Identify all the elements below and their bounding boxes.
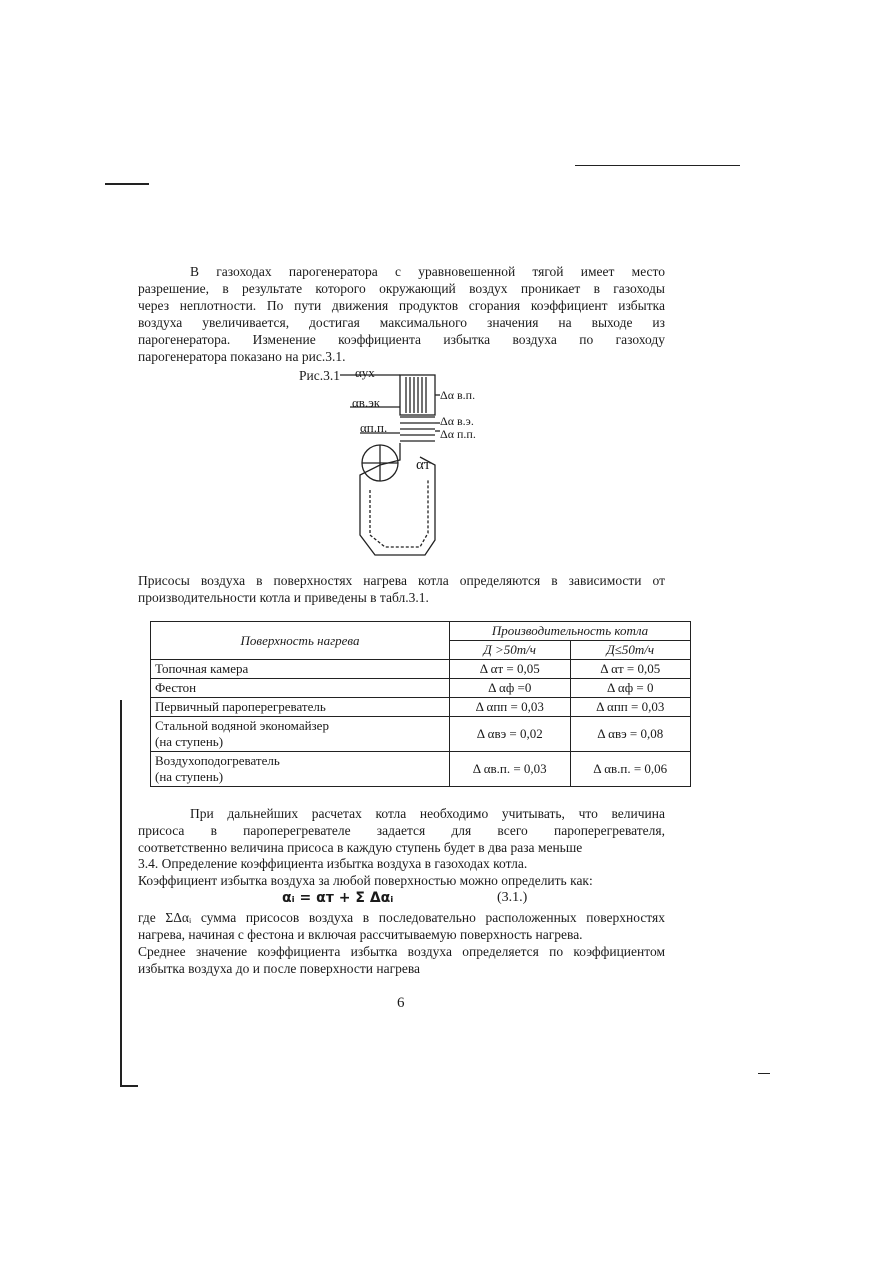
row-value-le50: Δ αв.п. = 0,06 [570,752,691,787]
scan-mark-bottom-left [120,1085,138,1087]
after-line-3: соответственно величина присоса в каждую ступень будет в два раза меньше [138,840,583,855]
after-line-2: присоса в пароперегревателе задается для всего пароперегревателя, [138,823,665,838]
label-d-vp: Δα в.п. [440,388,476,402]
table-row [151,717,691,752]
row-value-le50: Δ αф = 0 [570,679,691,698]
row-value-gt50: Δ αпп = 0,03 [450,698,571,717]
label-d-pp: Δα п.п. [440,427,476,441]
air-leakage-table [150,621,691,787]
sub-header-le50: Д≤50т/ч [570,641,691,660]
table-row [151,679,691,698]
where-line-3: Среднее значение коэффициента избытка воздуха определяется по коэффициентом [138,944,665,959]
col-header-surface: Поверхность нагрева [151,622,450,660]
sub-header-gt50: Д >50т/ч [450,641,571,660]
label-d-ve: Δα в.э. [440,414,474,428]
row-name-sub: (на ступень) [155,734,224,749]
row-value-gt50: Δ αв.п. = 0,03 [450,752,571,787]
row-value-le50: Δ αвэ = 0,08 [570,717,691,752]
intro-line-1: В газоходах парогенератора с уравновешенной тягой имеет место [190,264,665,279]
where-line-1: где ΣΔαᵢ сумма присосов воздуха в последовательно расположенных поверхностях [138,910,665,925]
scan-mark-top-left [105,183,149,185]
intro-line-2: разрешение, в результате которого окружающий воздух проникает в газоходы [138,281,665,296]
label-a-t: αт [416,457,431,473]
row-name: Фестон [151,679,450,698]
row-name: Первичный пароперегреватель [151,698,450,717]
page-number: 6 [397,995,405,1011]
row-value-le50: Δ αпп = 0,03 [570,698,691,717]
row-value-gt50: Δ αвэ = 0,02 [450,717,571,752]
formula-number: (3.1.) [497,890,528,905]
prisosy-line-1: Присосы воздуха в поверхностях нагрева котла определяются в зависимости от [138,573,665,588]
prisosy-line-2: производительности котла и приведены в табл.3.1. [138,590,429,605]
row-name [151,752,450,787]
table-row [151,660,691,679]
table-row [151,752,691,787]
row-name-sub: (на ступень) [155,769,224,784]
col-header-capacity: Производительность котла [450,622,691,641]
label-a-vek: αв.эк [352,395,381,410]
label-a-pp: αп.п. [360,420,388,435]
intro-line-4: воздуха увеличивается, достигая максимального значения на выходе из [138,315,665,330]
table-row [151,698,691,717]
row-name: Топочная камера [151,660,450,679]
scan-mark-top-right [575,165,740,166]
row-value-gt50: Δ αт = 0,05 [450,660,571,679]
after-line-1: При дальнейших расчетах котла необходимо учитывать, что величина [190,806,665,821]
intro-line-6: парогенератора показано на рис.3.1. [138,349,346,364]
row-name-main: Воздухоподогреватель [155,753,280,768]
section-heading: 3.4. Определение коэффициента избытка воздуха в газоходах котла. [138,856,528,871]
intro-line-3: через неплотности. По пути движения продуктов сгорания коэффициент избытка [138,298,665,313]
row-value-le50: Δ αт = 0,05 [570,660,691,679]
where-line-2: нагрева, начиная с фестона и включая рассчитываемую поверхность нагрева. [138,927,583,942]
figure-caption: Рис.3.1 [299,368,340,383]
formula: αᵢ = αт + Σ Δαᵢ [282,890,394,906]
row-value-gt50: Δ αф =0 [450,679,571,698]
label-a-ux: αух [355,365,375,380]
row-name-main: Стальной водяной экономайзер [155,718,329,733]
where-line-4: избытка воздуха до и после поверхности нагрева [138,961,421,976]
scan-mark-left-edge [120,700,122,1085]
row-name [151,717,450,752]
scan-mark-bottom-right [758,1073,770,1074]
coef-line: Коэффициент избытка воздуха за любой поверхностью можно определить как: [138,873,593,888]
intro-line-5: парогенератора. Изменение коэффициента избытка воздуха по газоходу [138,332,665,347]
